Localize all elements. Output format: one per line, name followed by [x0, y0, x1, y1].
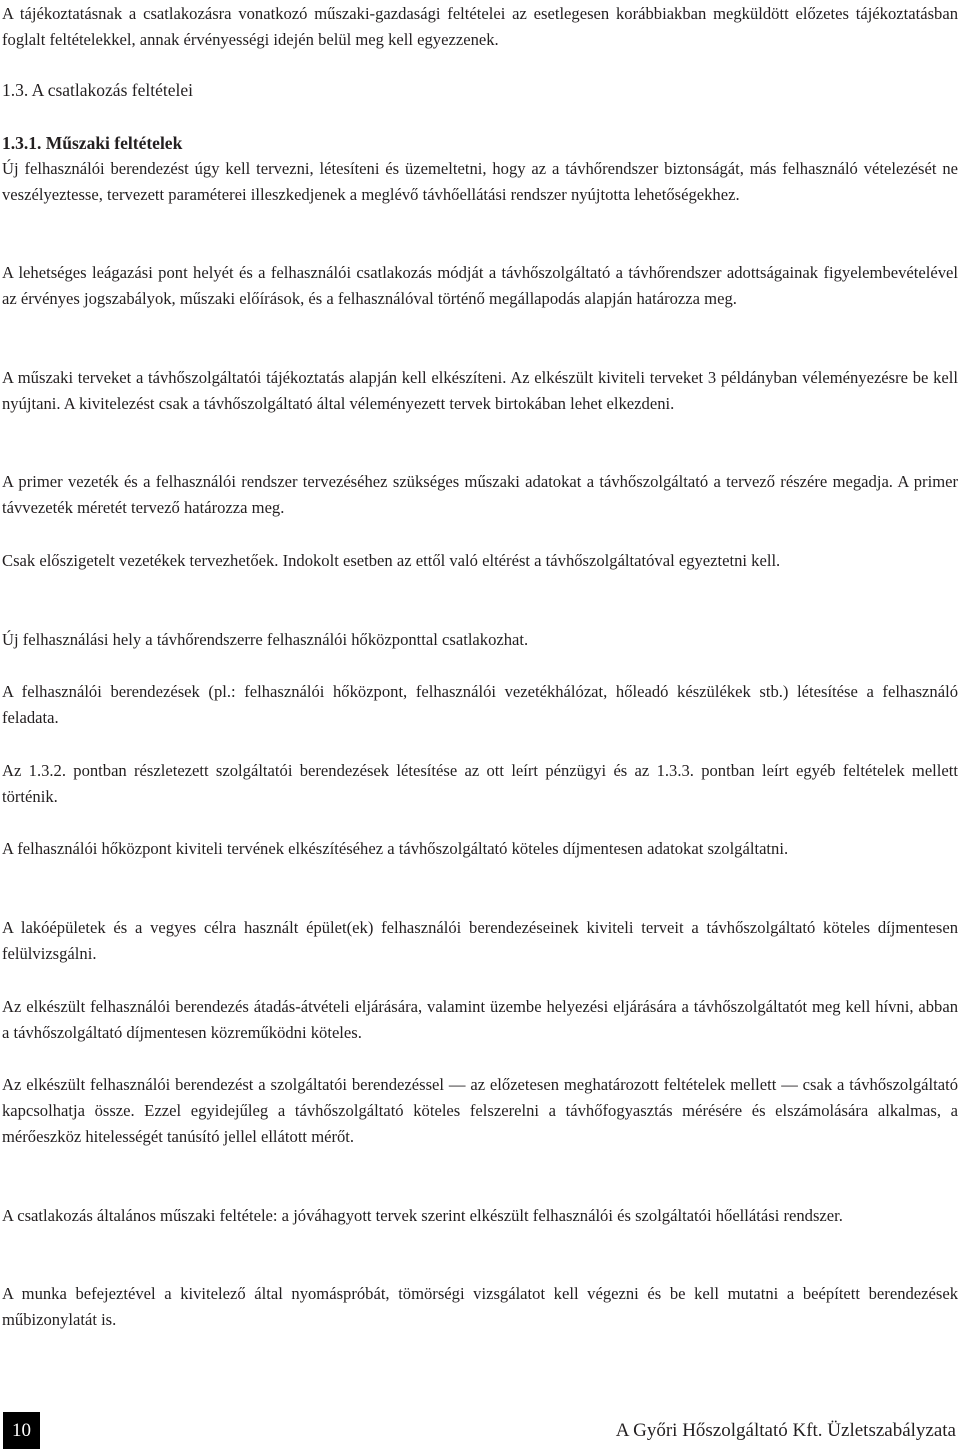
paragraph-13: A csatlakozás általános műszaki feltétele: a jóváhagyott tervek szerint elkészült felhasználói és szolgáltatói hőellátási rendszer.	[2, 1206, 843, 1225]
paragraph-3: A műszaki terveket a távhőszolgáltatói tájékoztatás alapján kell elkészíteni. Az elkészült kiviteli terveket 3 példányban véleményezésre be kell nyújtani. A kivitelezést csak a távhőszolgáltató által véleményezett tervek birtokában lehet elkezdeni.	[2, 368, 958, 413]
paragraph-14: A munka befejeztével a kivitelező által nyomáspróbát, tömörségi vizsgálatot kell végezni és be kell mutatni a beépített berendezések műbizonylatát is.	[2, 1284, 958, 1329]
paragraph-2: A lehetséges leágazási pont helyét és a felhasználói csatlakozás módját a távhőszolgáltató a távhőrendszer adottságainak figyelembevételével az érvényes jogszabályok, műszaki előírások, és a felhasználóval történő megállapodás alapján határozza meg.	[2, 263, 958, 308]
paragraph-9: A felhasználói hőközpont kiviteli tervének elkészítéséhez a távhőszolgáltató köteles díjmentesen adatokat szolgáltatni.	[2, 839, 789, 858]
paragraph-1: Új felhasználói berendezést úgy kell tervezni, létesíteni és üzemeltetni, hogy az a távhőrendszer biztonságát, más felhasználó vételezését ne veszélyeztesse, tervezett paraméterei illeszkedjenek a meglévő távhőellátási rendszer nyújtotta lehetőségekhez.	[2, 159, 958, 204]
footer-title: A Győri Hőszolgáltató Kft. Üzletszabályzata	[615, 1420, 956, 1441]
paragraph-7: A felhasználói berendezések (pl.: felhasználói hőközpont, felhasználói vezetékhálózat, hőleadó készülékek stb.) létesítése a felhasználó feladata.	[2, 682, 958, 727]
paragraph-4: A primer vezeték és a felhasználói rendszer tervezéséhez szükséges műszaki adatokat a távhőszolgáltató a tervező részére megadja. A primer távvezeték méretét tervező határozza meg.	[2, 472, 958, 517]
paragraph-10: A lakóépületek és a vegyes célra használt épület(ek) felhasználói berendezéseinek kiviteli terveit a távhőszolgáltató köteles díjmentesen felülvizsgálni.	[2, 918, 958, 963]
paragraph-8: Az 1.3.2. pontban részletezett szolgáltatói berendezések létesítése az ott leírt pénzügyi és az 1.3.3. pontban leírt egyéb feltételek mellett történik.	[2, 761, 958, 806]
page-number: 10	[3, 1412, 40, 1449]
paragraph-5: Csak előszigetelt vezetékek tervezhetőek. Indokolt esetben az ettől való eltérést a távhőszolgáltatóval egyeztetni kell.	[2, 551, 781, 570]
subsection-heading: 1.3.1. Műszaki feltételek	[2, 133, 183, 153]
paragraph-11: Az elkészült felhasználói berendezés átadás-átvételi eljárására, valamint üzembe helyezési eljárására a távhőszolgáltatót meg kell hívni, abban a távhőszolgáltató díjmentesen közreműködni köteles.	[2, 997, 958, 1042]
section-heading: 1.3. A csatlakozás feltételei	[2, 80, 193, 100]
page-footer	[0, 1412, 960, 1451]
paragraph-12: Az elkészült felhasználói berendezést a szolgáltatói berendezéssel — az előzetesen meghatározott feltételek mellett — csak a távhőszolgáltató kapcsolhatja össze. Ezzel egyidejűleg a távhőszolgáltató köteles felszerelni a távhőfogyasztás mérésére és elszámolására alkalmas, a mérőeszköz hitelességét tanúsító jellel ellátott mérőt.	[2, 1075, 958, 1146]
paragraph-6: Új felhasználási hely a távhőrendszerre felhasználói hőközponttal csatlakozhat.	[2, 630, 529, 649]
intro-paragraph: A tájékoztatásnak a csatlakozásra vonatkozó műszaki-gazdasági feltételei az esetlegesen korábbiakban megküldött előzetes tájékoztatásban foglalt feltételekkel, annak érvényességi idején belül meg kell egyezzenek.	[2, 4, 958, 49]
